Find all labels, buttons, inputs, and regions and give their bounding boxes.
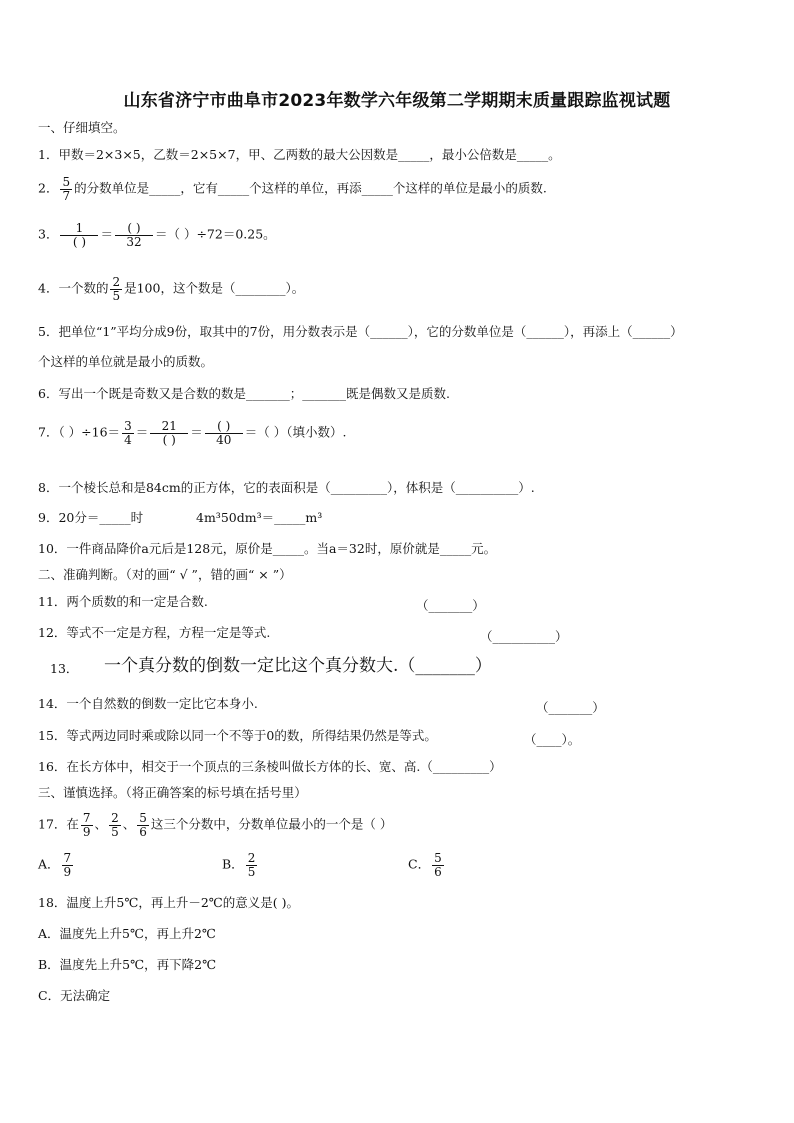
question-9-part-a: 9．20分＝_____时: [38, 510, 144, 525]
question-13-label: 13．: [50, 661, 79, 676]
question-2-number: 2．: [38, 180, 59, 196]
denominator: ( ): [60, 235, 98, 249]
denominator: 7: [62, 188, 71, 203]
fraction: [432, 852, 444, 878]
fraction: [205, 420, 243, 446]
question-7-tail: ＝（ ）（填小数）.: [244, 424, 347, 440]
fraction: [81, 812, 93, 838]
question-10: 10．一件商品降价a元后是128元，原价是_____。当a＝32时，原价就是_____元。: [38, 541, 497, 556]
question-3-number: 3．: [38, 226, 59, 242]
question-13-number: [50, 660, 78, 677]
equals-sign: ＝: [190, 424, 203, 440]
separator: 、: [94, 816, 108, 832]
numerator: ( ): [127, 221, 141, 235]
question-18-option-c[interactable]: C．无法确定: [38, 988, 111, 1003]
fraction: [110, 276, 122, 302]
question-5-line-2: 个这样的单位就是最小的质数。: [38, 354, 214, 369]
numerator: 2: [111, 811, 119, 825]
question-4-tail: 是100，这个数是（________）。: [124, 280, 305, 296]
fraction: [150, 420, 188, 446]
denominator: 4: [124, 432, 132, 447]
option-b-label: B．: [222, 856, 244, 872]
question-12: 12．等式不一定是方程，方程一定是等式.: [38, 625, 271, 640]
question-1: 1．甲数＝2×3×5，乙数＝2×5×7，甲、乙两数的最大公因数是_____，最小公倍数是_____。: [38, 147, 561, 162]
denominator: 5: [111, 824, 119, 839]
section-2-heading: 二、准确判断。（对的画“ √ ”，错的画“ × ”）: [38, 567, 292, 582]
section-1-heading: 一、仔细填空。: [38, 120, 126, 135]
numerator: 7: [63, 851, 72, 865]
fraction: [246, 852, 258, 878]
option-a-label: A．: [38, 856, 60, 872]
option-b[interactable]: [222, 852, 259, 878]
denominator: 32: [115, 235, 153, 249]
numerator: 21: [161, 419, 177, 433]
numerator: 5: [434, 851, 442, 865]
question-17-number: 17．在: [38, 816, 79, 832]
question-14-answer-blank[interactable]: （_______）: [536, 700, 605, 715]
numerator: 3: [124, 419, 132, 433]
question-8: 8．一个棱长总和是84cm的正方体，它的表面积是（_________），体积是（__________）.: [38, 480, 535, 495]
question-5-line-1: 5．把单位“1”平均分成9份，取其中的7份，用分数表示是（______），它的分数单位是（______），再添上（______）: [38, 324, 683, 339]
numerator: 2: [112, 275, 121, 289]
denominator: 6: [139, 824, 147, 839]
separator: 、: [122, 816, 136, 832]
option-c-label: C．: [408, 856, 431, 872]
question-7-text: 7．（ ）÷16＝: [38, 424, 121, 440]
page-title: 山东省济宁市曲阜市2023年数学六年级第二学期期末质量跟踪监视试题: [123, 91, 671, 111]
denominator: 9: [63, 864, 72, 879]
question-11-answer-blank[interactable]: （_______）: [416, 598, 485, 613]
numerator: 2: [247, 851, 256, 865]
question-12-answer-blank[interactable]: （__________）: [480, 629, 568, 644]
numerator: ( ): [217, 419, 231, 433]
denominator: 6: [434, 864, 442, 879]
question-3-text: ＝（ ）÷72＝0.25。: [154, 226, 276, 242]
fraction: [62, 852, 74, 878]
question-4-text: 4．一个数的: [38, 280, 109, 296]
question-2: [38, 176, 547, 202]
numerator: 5: [62, 175, 71, 189]
fraction: [109, 812, 121, 838]
question-9-part-b: 4m³50dm³＝_____m³: [196, 510, 323, 525]
denominator: 40: [205, 433, 243, 447]
fraction: [60, 222, 98, 248]
denominator: ( ): [150, 433, 188, 447]
fraction: [122, 420, 134, 446]
fraction: [115, 222, 153, 248]
section-3-heading: 三、谨慎选择。（将正确答案的标号填在括号里）: [38, 785, 307, 800]
question-2-text: 的分数单位是_____，它有_____个这样的单位，再添_____个这样的单位是最小的质数.: [74, 180, 547, 196]
denominator: 5: [247, 864, 256, 879]
question-18-option-b[interactable]: B．温度先上升5℃，再下降2℃: [38, 957, 217, 972]
denominator: 9: [82, 824, 91, 839]
question-18-option-a[interactable]: A．温度先上升5℃，再上升2℃: [38, 926, 216, 941]
question-15-answer-blank[interactable]: （____）。: [524, 732, 581, 747]
numerator: 5: [139, 811, 147, 825]
question-18: 18．温度上升5℃，再上升－2℃的意义是( )。: [38, 895, 300, 910]
denominator: 5: [112, 288, 121, 303]
question-14: 14．一个自然数的倒数一定比它本身小.: [38, 696, 258, 711]
question-17-text: 这三个分数中，分数单位最小的一个是（ ）: [150, 816, 393, 832]
question-3: [38, 222, 276, 248]
fraction: [137, 812, 149, 838]
numerator: 7: [82, 811, 91, 825]
fraction: [60, 176, 72, 202]
equals-sign: ＝: [100, 226, 113, 242]
option-a[interactable]: [38, 852, 75, 878]
numerator: 1: [75, 221, 84, 235]
question-7: [38, 420, 346, 446]
question-15: 15．等式两边同时乘或除以同一个不等于0的数，所得结果仍然是等式。: [38, 728, 437, 743]
question-6: 6．写出一个既是奇数又是合数的数是_______；_______既是偶数又是质数.: [38, 386, 450, 401]
question-11: 11．两个质数的和一定是合数.: [38, 594, 208, 609]
question-4: [38, 276, 304, 302]
option-c[interactable]: [408, 852, 446, 878]
question-17: [38, 812, 392, 838]
question-16: 16．在长方体中，相交于一个顶点的三条棱叫做长方体的长、宽、高.（_________）: [38, 759, 502, 774]
equals-sign: ＝: [135, 424, 149, 440]
question-13: 一个真分数的倒数一定比这个真分数大.（_______）: [104, 656, 492, 676]
